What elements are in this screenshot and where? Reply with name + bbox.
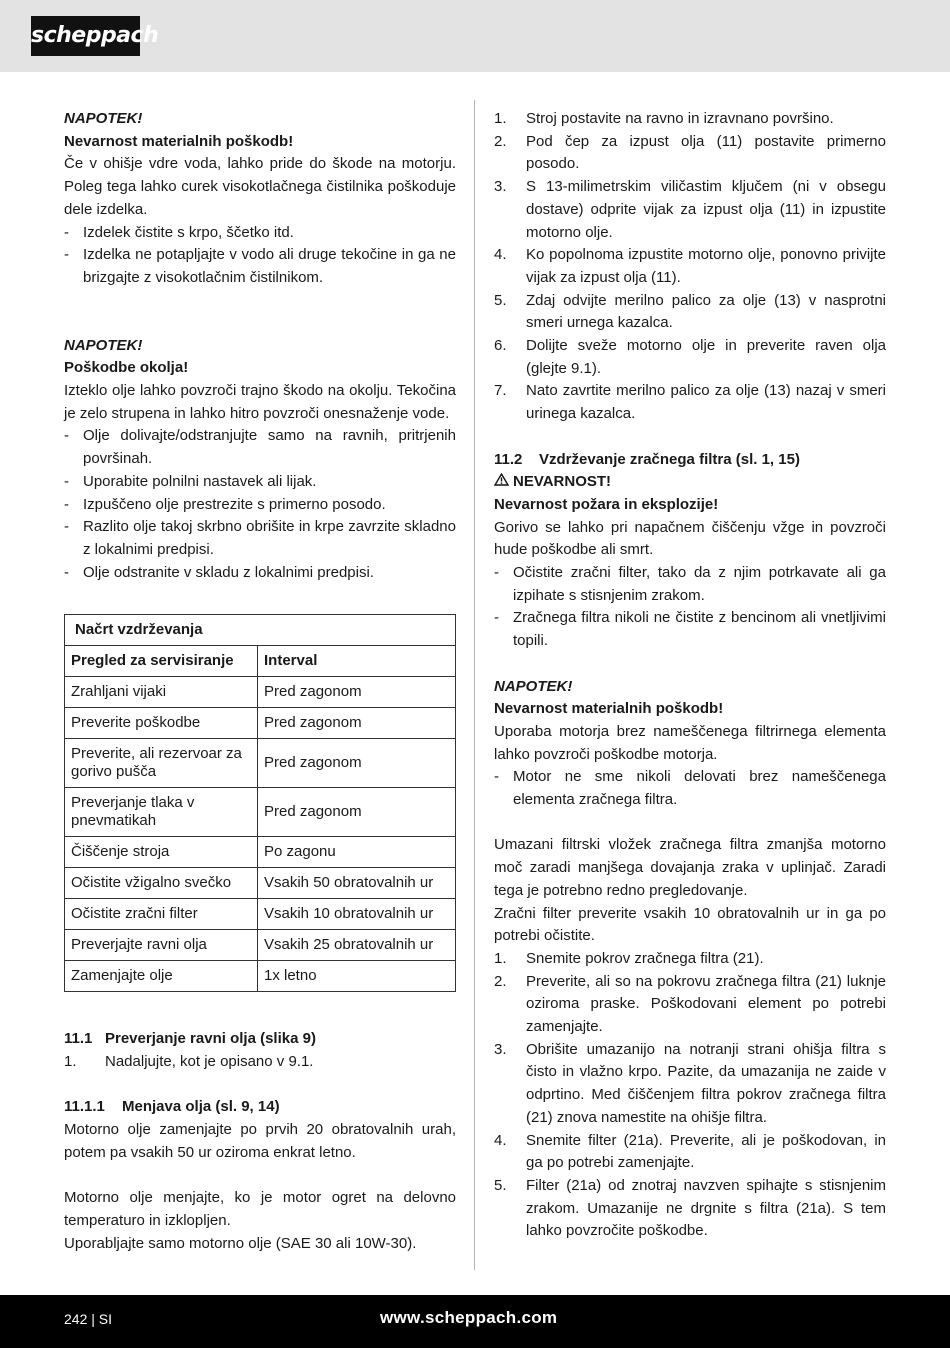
- note-text: Izteklo olje lahko povzroči trajno škodo na okolju. Tekočina je zelo strupena in lahko hitro povzroči onesnaženje vode.: [64, 382, 456, 422]
- paragraph: Zračni filter preverite vsakih 10 obratovalnih ur in ga po potrebi očistite.: [494, 904, 886, 945]
- list-item: 1. Snemite pokrov zračnega filtra (21).: [494, 949, 764, 967]
- left-column: [64, 108, 456, 1255]
- note-text: Če v ohišje vdre voda, lahko pride do škode na motorju. Poleg tega lahko curek visokotlačnega čistilnika poškoduje dele izdelka.: [64, 155, 456, 218]
- paragraph: Uporabljajte samo motorno olje (SAE 30 ali 10W-30).: [64, 1234, 417, 1252]
- list-item: 2. Pod čep za izpust olja (11) postavite primerno posodo.: [494, 132, 886, 173]
- table-row: Zrahljani vijaki Pred zagonom: [65, 677, 456, 708]
- table-row: Zamenjajte olje 1x letno: [65, 961, 456, 992]
- list-item: 1. Stroj postavite na ravno in izravnano površino.: [494, 110, 834, 127]
- table-caption: Načrt vzdrževanja: [65, 615, 456, 646]
- scheppach-logo: scheppach: [31, 16, 140, 56]
- note-title: Nevarnost materialnih poškodb!: [64, 132, 294, 150]
- table-row: Preverite poškodbe Pred zagonom: [65, 708, 456, 739]
- list-item: - Očistite zračni filter, tako da z njim potrkavate ali ga izpihate s stisnjenim zrakom.: [494, 564, 886, 604]
- list-item: 5. Filter (21a) od znotraj navzven spihajte s stisnjenim zrakom. Umazanije ne drgnite s filtra (21a). S tem lahko povzročite poškodbe.: [494, 1177, 886, 1240]
- list-item: 3. Obrišite umazanijo na notranji strani ohišja filtra s čisto in vlažno krpo. Pazite, da umazanija ne zaide v odprtino. Med čiščenjem filtra pokrov zračnega filtra (21) znova namestite na ohišje filtra.: [494, 1040, 886, 1126]
- warning-heading: NEVARNOST!: [494, 471, 886, 494]
- list-item: - Izdelka ne potapljajte v vodo ali druge tekočine in ga ne brizgajte z visokotlačnim čistilnikom.: [64, 246, 456, 286]
- list-item: - Olje dolivajte/odstranjujte samo na ravnih, pritrjenih površinah.: [64, 427, 456, 468]
- list-item: 1. Nadaljujte, kot je opisano v 9.1.: [64, 1053, 314, 1071]
- note-label: NAPOTEK!: [64, 110, 143, 127]
- table-row: Preverjajte ravni olja Vsakih 25 obratovalnih ur: [65, 930, 456, 961]
- table-row: Očistite vžigalno svečko Vsakih 50 obratovalnih ur: [65, 868, 456, 899]
- list-item: - Motor ne sme nikoli delovati brez nameščenega elementa zračnega filtra.: [494, 768, 886, 809]
- warning-text: Gorivo se lahko pri napačnem čiščenju vžge in povzroči hude poškodbe ali smrt.: [494, 518, 886, 559]
- list-item: - Olje odstranite v skladu z lokalnimi predpisi.: [64, 563, 374, 581]
- section-heading: 11.1.1 Menjava olja (sl. 9, 14): [64, 1098, 280, 1116]
- list-item: 2. Preverite, ali so na pokrovu zračnega filtra (21) luknje oziroma praske. Poškodovani element po potrebi zamenjajte.: [494, 972, 886, 1036]
- note-title: Poškodbe okolja!: [64, 359, 189, 377]
- section-heading: 11.2 Vzdrževanje zračnega filtra (sl. 1, 15): [494, 450, 800, 468]
- table-header: Interval: [258, 646, 456, 677]
- maintenance-table: [64, 614, 456, 992]
- list-item: - Izdelek čistite s krpo, ščetko itd.: [64, 223, 294, 241]
- website-link[interactable]: www.scheppach.com: [380, 1308, 558, 1327]
- warning-title: Nevarnost požara in eksplozije!: [494, 495, 719, 513]
- table-row: Očistite zračni filter Vsakih 10 obratovalnih ur: [65, 899, 456, 930]
- note-label: NAPOTEK!: [494, 677, 573, 695]
- table-row: Čiščenje stroja Po zagonu: [65, 837, 456, 868]
- list-item: 3. S 13-milimetrskim viličastim ključem (ni v obsegu dostave) odprite vijak za izpust olja (11) in izpustite motorno olje.: [494, 178, 886, 241]
- right-column: [494, 108, 886, 1243]
- page-number: 242 | SI: [64, 1311, 113, 1327]
- list-item: - Razlito olje takoj skrbno obrišite in krpe zavrzite skladno z lokalnimi predpisi.: [64, 518, 456, 558]
- list-item: - Izpuščeno olje prestrezite s primerno posodo.: [64, 495, 386, 513]
- table-row: Preverjanje tlaka v pnevmatikah Pred zagonom: [65, 788, 456, 837]
- section-heading: 11.1 Preverjanje ravni olja (slika 9): [64, 1030, 316, 1048]
- header-bar: [0, 0, 950, 72]
- list-item: 5. Zdaj odvijte merilno palico za olje (13) v nasprotni smeri urnega kazalca.: [494, 291, 886, 332]
- list-item: 4. Snemite filter (21a). Preverite, ali je poškodovan, in ga po potrebi zamenjajte.: [494, 1131, 886, 1172]
- list-item: - Zračnega filtra nikoli ne čistite z bencinom ali vnetljivimi topili.: [494, 609, 886, 650]
- note-text: Uporaba motorja brez nameščenega filtrirnega elementa lahko povzroči poškodbe motorja.: [494, 722, 886, 763]
- list-item: 6. Dolijte sveže motorno olje in preverite raven olja (glejte 9.1).: [494, 337, 886, 377]
- table-header: Pregled za servisiranje: [65, 646, 258, 677]
- note-label: NAPOTEK!: [64, 336, 143, 354]
- column-divider: [474, 100, 475, 1270]
- paragraph: Motorno olje menjajte, ko je motor ogret na delovno temperaturo in izklopljen.: [64, 1189, 456, 1229]
- footer-bar: [0, 1295, 950, 1348]
- list-item: - Uporabite polnilni nastavek ali lijak.: [64, 472, 317, 490]
- list-item: 4. Ko popolnoma izpustite motorno olje, ponovno privijte vijak za izpust olja (11).: [494, 246, 886, 286]
- warning-triangle-icon: [494, 471, 509, 494]
- paragraph: Motorno olje zamenjajte po prvih 20 obratovalnih urah, potem pa vsakih 50 ur oziroma enkrat letno.: [64, 1121, 456, 1161]
- table-row: Preverite, ali rezervoar za gorivo pušča Pred zagonom: [65, 739, 456, 788]
- paragraph: Umazani filtrski vložek zračnega filtra zmanjša motorno moč zaradi manjšega dovajanja zraka v uplinjač. Zaradi tega je potrebno redno pregledovanje.: [494, 836, 886, 899]
- list-item: 7. Nato zavrtite merilno palico za olje (13) nazaj v smeri urinega kazalca.: [494, 382, 886, 423]
- note-title: Nevarnost materialnih poškodb!: [494, 700, 724, 718]
